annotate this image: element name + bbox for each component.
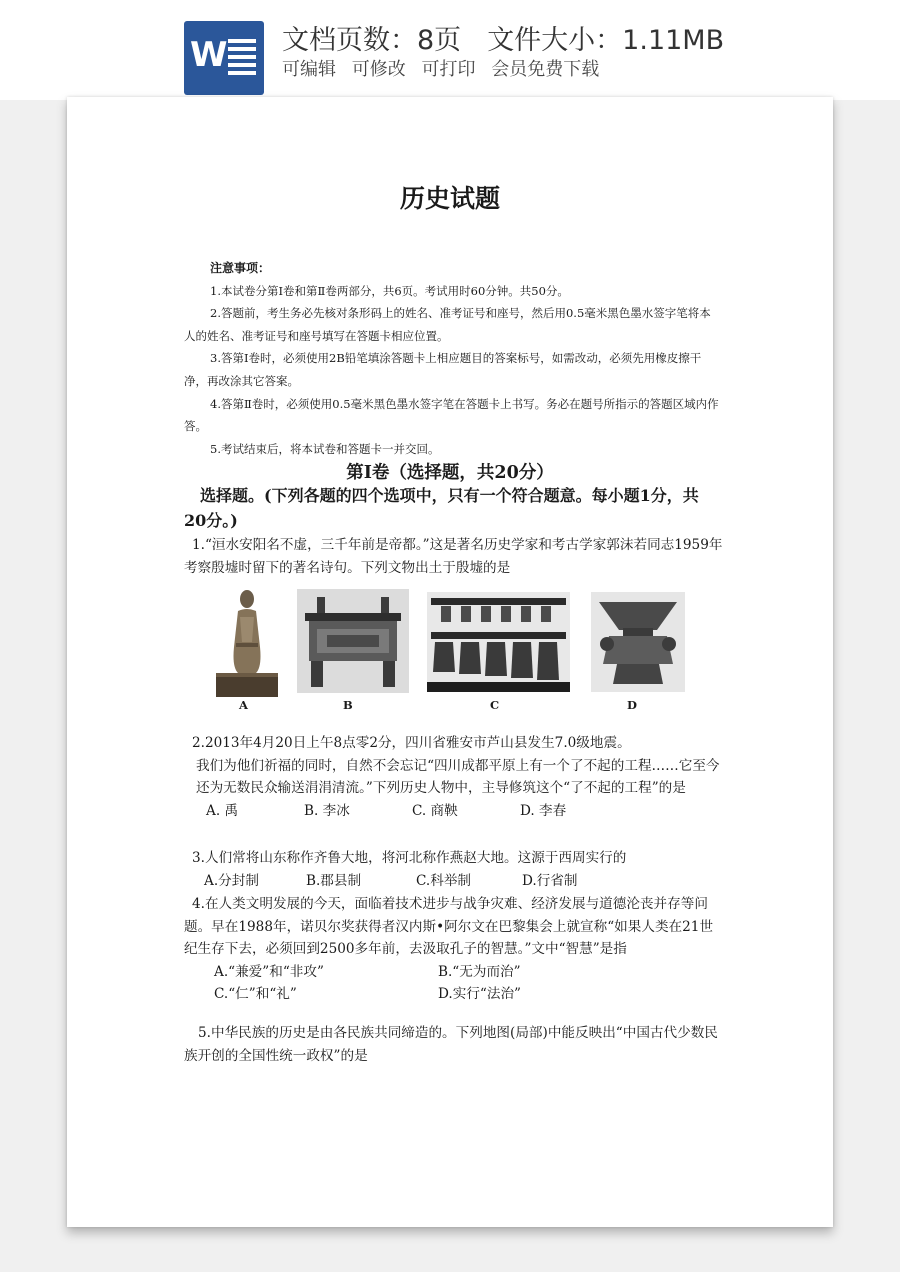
option-d: D.行省制 bbox=[522, 872, 578, 889]
figure-label-d: D bbox=[627, 698, 637, 712]
question-1 bbox=[184, 534, 724, 579]
option-c: C.科举制 bbox=[416, 872, 472, 889]
instructions-text: 选择题。(下列各题的四个选项中，只有一个符合题意。每小题1分，共20分。) bbox=[184, 486, 699, 530]
document-page bbox=[67, 97, 833, 1227]
question-text: 4.在人类文明发展的今天，面临着技术进步与战争灾难、经济发展与道德沦丧并存等问题。早在1988年，诺贝尔奖获得者汉内斯•阿尔文在巴黎集会上就宣称“如果人类在21世纪生存下去，必须回到2500多年前，去汲取孔子的智慧。”文中“智慧”是指 bbox=[184, 896, 714, 957]
option-a: A.“兼爱”和“非攻” bbox=[214, 963, 324, 980]
notice-item: 2.答题前，考生务必先核对条形码上的姓名、准考证号和座号，然后用0.5毫米黑色墨水签字笔将本人的姓名、准考证号和座号填写在答题卡相应位置。 bbox=[184, 306, 711, 343]
notice-item: 1.本试卷分第Ⅰ卷和第Ⅱ卷两部分，共6页。考试用时60分钟。共50分。 bbox=[210, 283, 569, 298]
download-banner bbox=[0, 0, 900, 100]
option-d: D.实行“法治” bbox=[438, 986, 522, 1002]
question-2-options bbox=[184, 800, 724, 823]
section-title: 第Ⅰ卷（选择题，共20分） bbox=[346, 463, 554, 483]
option-a: A.分封制 bbox=[204, 872, 259, 889]
notice-section bbox=[184, 257, 719, 460]
feature-list bbox=[282, 55, 609, 81]
question-text-continued: 我们为他们祈福的同时，自然不会忘记“四川成都平原上有一个了不起的工程……它至今还为无数民众输送涓涓清流。”下列历史人物中，主导修筑这个“了不起的工程”的是 bbox=[196, 757, 720, 796]
page-title: 历史试题 bbox=[399, 184, 500, 213]
question-4-options-row-2 bbox=[184, 983, 724, 1006]
figure-label-c: C bbox=[490, 698, 500, 712]
question-text: 5.中华民族的历史是由各民族共同缔造的。下列地图(局部)中能反映出“中国古代少数民族开创的全国性统一政权”的是 bbox=[184, 1025, 718, 1064]
word-document-icon bbox=[184, 21, 264, 95]
figure-label-a: A bbox=[239, 698, 248, 712]
option-b: B. 李冰 bbox=[304, 802, 350, 819]
text-lines-icon bbox=[228, 39, 256, 79]
question-5 bbox=[184, 1022, 724, 1067]
question-2 bbox=[184, 732, 724, 822]
feature-editable: 可编辑 bbox=[282, 59, 336, 80]
section-instructions bbox=[184, 483, 719, 533]
option-c: C. 商鞅 bbox=[412, 802, 458, 819]
notice-item: 3.答第Ⅰ卷时，必须使用2B铅笔填涂答题卡上相应题目的答案标号，如需改动，必须先用橡皮擦干净，再改涂其它答案。 bbox=[184, 351, 702, 388]
feature-printable: 可打印 bbox=[421, 59, 476, 80]
question-4 bbox=[184, 893, 724, 1006]
figure-c-chime-bells-image bbox=[427, 592, 570, 692]
feature-modifiable: 可修改 bbox=[351, 59, 406, 80]
question-4-options-row-1 bbox=[184, 961, 724, 984]
option-c: C.“仁”和“礼” bbox=[214, 986, 297, 1002]
notice-heading: 注意事项： bbox=[210, 261, 271, 275]
word-logo-letter: W bbox=[190, 35, 228, 75]
file-info bbox=[282, 18, 750, 57]
option-a: A. 禹 bbox=[206, 802, 239, 819]
figure-label-b: B bbox=[343, 698, 353, 712]
page-count: 文档页数：8页 bbox=[282, 25, 462, 56]
figure-d-bronze-zun-image bbox=[591, 592, 685, 692]
notice-item: 5.考试结束后，将本试卷和答题卡一并交回。 bbox=[210, 441, 440, 456]
file-size: 文件大小：1.11MB bbox=[487, 25, 725, 56]
option-b: B.郡县制 bbox=[306, 872, 362, 889]
figure-a-statue-image bbox=[216, 587, 278, 697]
question-3-options bbox=[184, 870, 724, 893]
option-d: D. 李春 bbox=[520, 802, 567, 819]
option-b: B.“无为而治” bbox=[438, 963, 521, 980]
question-text: 3.人们常将山东称作齐鲁大地，将河北称作燕赵大地。这源于西周实行的 bbox=[192, 850, 627, 866]
feature-member-download: 会员免费下载 bbox=[491, 59, 600, 80]
notice-item: 4.答第Ⅱ卷时，必须使用0.5毫米黑色墨水签字笔在答题卡上书写。务必在题号所指示的答题区域内作答。 bbox=[184, 396, 719, 434]
question-text: 2.2013年4月20日上午8点零2分，四川省雅安市芦山县发生7.0级地震。 bbox=[192, 735, 631, 751]
figure-b-bronze-ding-image bbox=[297, 589, 409, 693]
artifact-figures bbox=[67, 587, 833, 717]
question-3 bbox=[184, 847, 724, 892]
question-text: 1.“洹水安阳名不虚，三千年前是帝都。”这是著名历史学家和考古学家郭沫若同志1959年考察殷墟时留下的著名诗句。下列文物出土于殷墟的是 bbox=[184, 537, 723, 576]
